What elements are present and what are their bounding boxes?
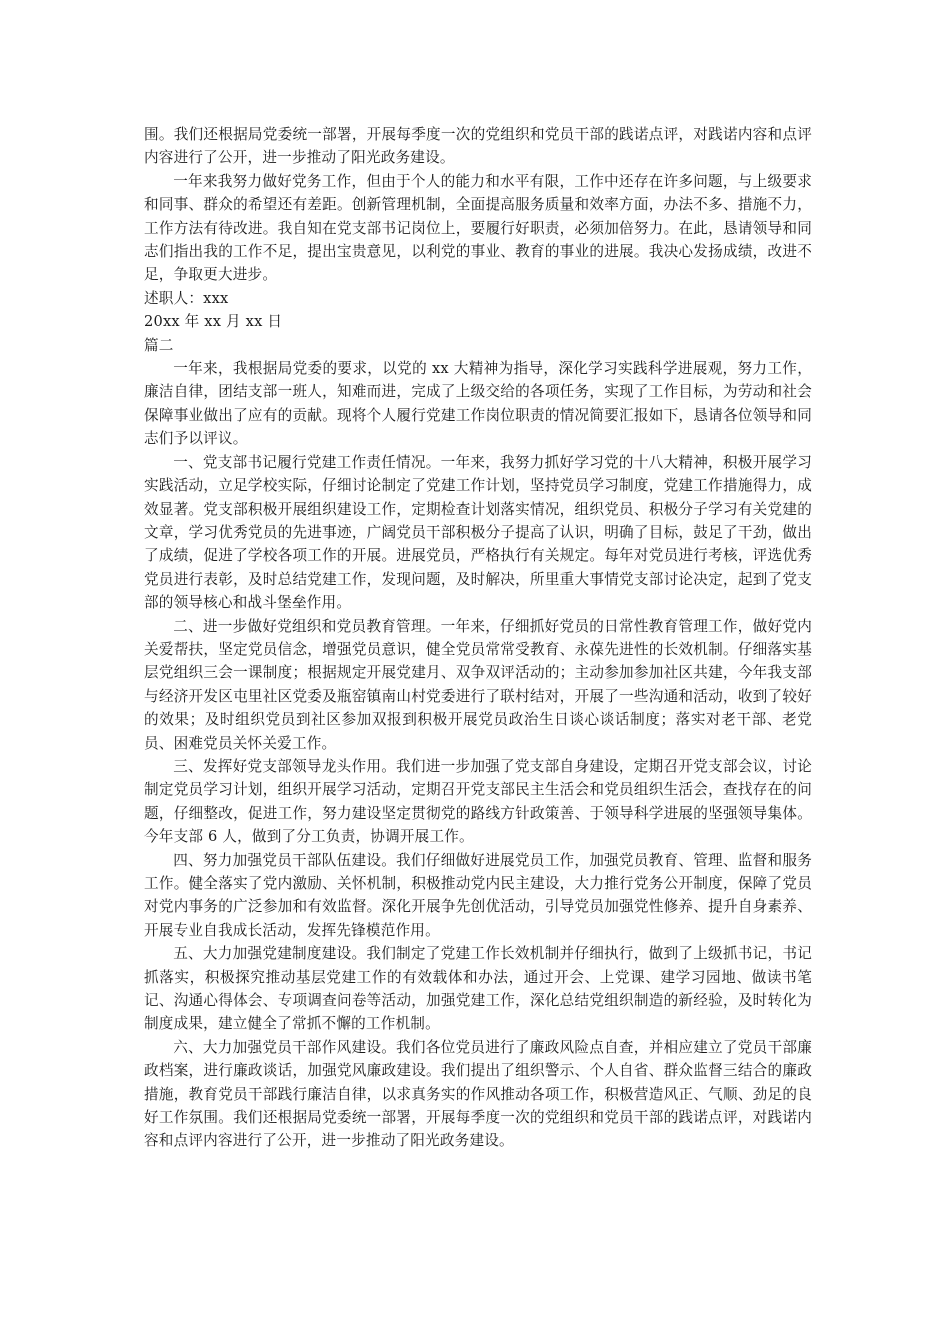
paragraph-self-assessment: 一年来我努力做好党务工作，但由于个人的能力和水平有限，工作中还存在许多问题，与上级要求和同事、群众的希望还有差距。创新管理机制，全面提高服务质量和效率方面，办法不多、措施不力，工作方法有待改进。我自知在党支部书记岗位上，要履行好职责，必须加倍努力。在此，恳请领导和同志们指出我的工作不足，提出宝贵意见，以利党的事业、教育的事业的进展。我决心发扬成绩，改进不足，争取更大进步。 — [144, 172, 812, 284]
paragraph-item-4: 四、努力加强党员干部队伍建设。我们仔细做好进展党员工作，加强党员教育、管理、监督和服务工作。健全落实了党内激励、关怀机制，积极推动党内民主建设，大力推行党务公开制度，保障了党员对党内事务的广泛参加和有效监督。深化开展争先创优活动，引导党员加强党性修养、提升自身素养、开展专业自我成长活动，发挥先锋模范作用。 — [144, 851, 812, 939]
reporter-signature: 述职人：xxx — [144, 289, 229, 307]
paragraph-item-6: 六、大力加强党员干部作风建设。我们各位党员进行了廉政风险点自查，并相应建立了党员干部廉政档案，进行廉政谈话，加强党风廉政建设。我们提出了组织警示、个人自省、群众监督三结合的廉政措施，教育党员干部践行廉洁自律，以求真务实的作风推动各项工作，积极营造风正、气顺、劲足的良好工作氛围。我们还根据局党委统一部署，开展每季度一次的党组织和党员干部的践诺点评，对践诺内容和点评内容进行了公开，进一步推动了阳光政务建设。 — [144, 1038, 812, 1150]
paragraph-continuation: 围。我们还根据局党委统一部署，开展每季度一次的党组织和党员干部的践诺点评，对践诺内容和点评内容进行了公开，进一步推动了阳光政务建设。 — [144, 126, 812, 167]
paragraph-item-3: 三、发挥好党支部领导龙头作用。我们进一步加强了党支部自身建设，定期召开党支部会议，讨论制定党员学习计划，组织开展学习活动，定期召开党支部民主生活会和党员组织生活会，查找存在的问题，仔细整改，促进工作，努力建设坚定贯彻党的路线方针政策善、于领导科学进展的坚强领导集体。今年支部 6 人，做到了分工负责，协调开展工作。 — [144, 757, 812, 846]
paragraph-intro: 一年来，我根据局党委的要求，以党的 xx 大精神为指导，深化学习实践科学进展观，努力工作，廉洁自律，团结支部一班人，知难而进，完成了上级交给的各项任务，实现了工作目标，为劳动和社会保障事业做出了应有的贡献。现将个人履行党建工作岗位职责的情况简要汇报如下，恳请各位领导和同志们予以评议。 — [144, 360, 812, 448]
paragraph-item-2: 二、进一步做好党组织和党员教育管理。一年来，仔细抓好党员的日常性教育管理工作，做好党内关爱帮扶，坚定党员信念，增强党员意识，健全党员常常受教育、永葆先进性的长效机制。仔细落实基层党组织三会一课制度；根据规定开展党建月、双争双评活动的；主动参加参加社区共建，今年我支部与经济开发区屯里社区党委及瓶窑镇南山村党委进行了联村结对，开展了一些沟通和活动，收到了较好的效果；及时组织党员到社区参加双报到积极开展党员政治生日谈心谈话制度；落实对老干部、老党员、困难党员关怀关爱工作。 — [144, 617, 812, 752]
section-heading-part-two: 篇二 — [144, 336, 174, 354]
document-body — [144, 123, 812, 1153]
paragraph-item-1: 一、党支部书记履行党建工作责任情况。一年来，我努力抓好学习党的十八大精神，积极开展学习实践活动，立足学校实际，仔细讨论制定了党建工作计划，坚持党员学习制度，党建工作措施得力，成效显著。党支部积极开展组织建设工作，定期检查计划落实情况，组织党员、积极分子学习有关党建的文章，学习优秀党员的先进事迹，广阔党员干部积极分子提高了认识，明确了目标，鼓足了干劲，做出了成绩，促进了学校各项工作的开展。进展党员，严格执行有关规定。每年对党员进行考核，评选优秀党员进行表彰，及时总结党建工作，发现问题，及时解决，所里重大事情党支部讨论决定，起到了党支部的领导核心和战斗堡垒作用。 — [144, 453, 812, 612]
paragraph-item-5: 五、大力加强党建制度建设。我们制定了党建工作长效机制并仔细执行，做到了上级抓书记，书记抓落实，积极探究推动基层党建工作的有效载体和办法，通过开会、上党课、建学习园地、做读书笔记、沟通心得体会、专项调查问卷等活动，加强党建工作，深化总结党组织制造的新经验，及时转化为制度成果，建立健全了常抓不懈的工作机制。 — [144, 945, 812, 1033]
report-date: 20xx 年 xx 月 xx 日 — [144, 313, 283, 331]
